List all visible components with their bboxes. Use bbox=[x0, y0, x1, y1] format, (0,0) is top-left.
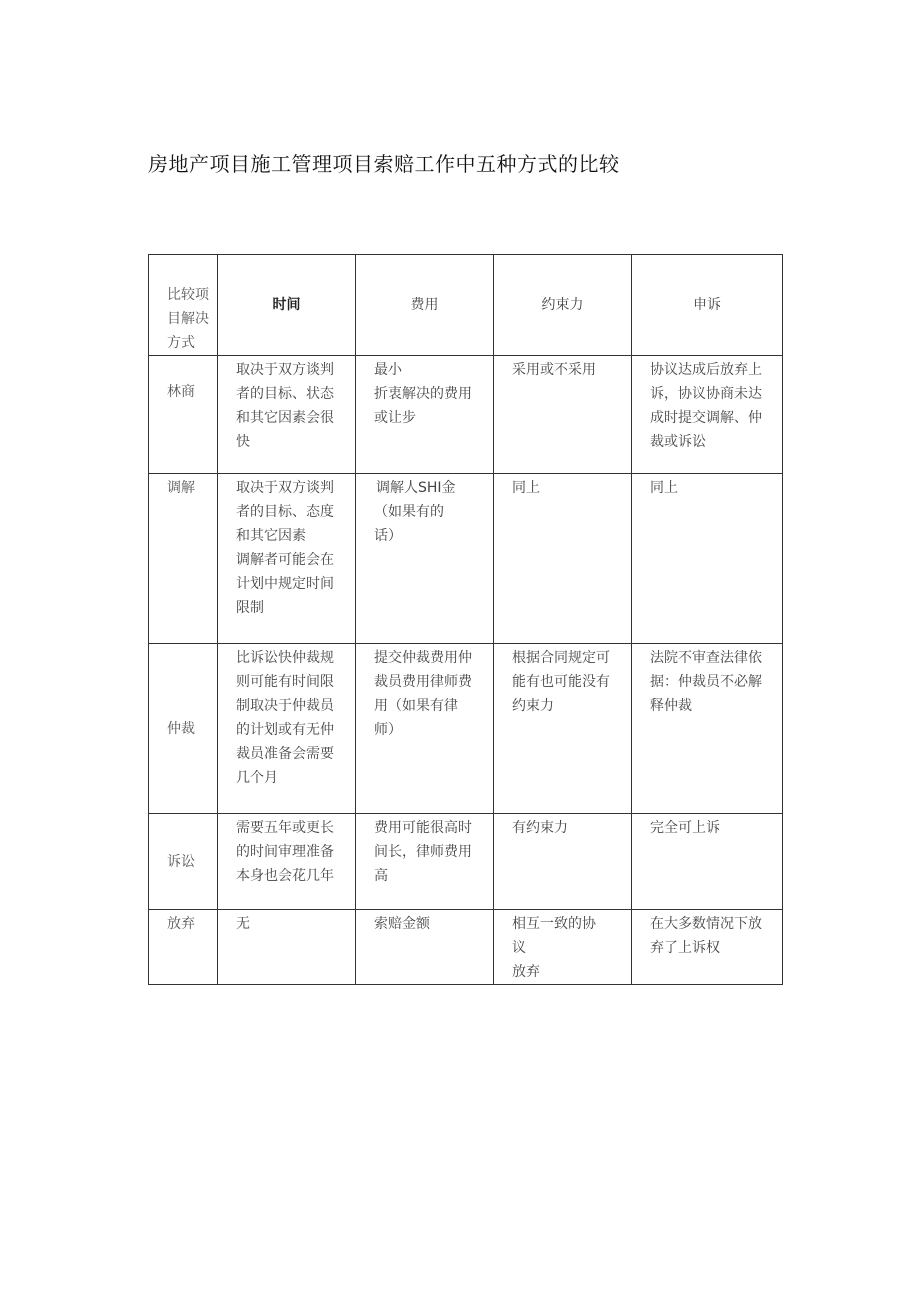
column-header-cost: 费用 bbox=[356, 255, 494, 356]
corner-header-line: 方式 bbox=[167, 335, 195, 351]
cell-line: （如果有的 bbox=[374, 504, 444, 520]
row-header-method: 放弃 bbox=[149, 910, 218, 985]
cell-line: 的计划或有无仲 bbox=[236, 722, 334, 738]
cell-line: 能有也可能没有 bbox=[512, 674, 610, 690]
cell-line: 裁或诉讼 bbox=[650, 434, 706, 450]
table-row bbox=[149, 910, 783, 985]
cell-line: 相互一致的协 bbox=[512, 916, 596, 932]
cell-line: 者的目标、态度 bbox=[236, 504, 334, 520]
time-cell bbox=[218, 356, 356, 474]
corner-header-cell bbox=[149, 255, 218, 356]
cell-line: 释仲裁 bbox=[650, 698, 692, 714]
row-header-method: 调解 bbox=[149, 474, 218, 644]
cell-line: 计划中规定时间 bbox=[236, 576, 334, 592]
cell-line: 最小 bbox=[374, 362, 402, 378]
cell-line: 在大多数情况下放 bbox=[650, 916, 762, 932]
binding-cell bbox=[494, 814, 632, 910]
row-header-method: 诉讼 bbox=[149, 814, 218, 910]
time-cell bbox=[218, 910, 356, 985]
cell-line: 根据合同规定可 bbox=[512, 650, 610, 666]
cell-line: 约束力 bbox=[512, 698, 554, 714]
cell-line: 无 bbox=[236, 916, 250, 932]
column-header-appeal: 申诉 bbox=[632, 255, 783, 356]
cell-line: 快 bbox=[236, 434, 250, 450]
binding-cell bbox=[494, 474, 632, 644]
cell-line: 用（如果有律 bbox=[374, 698, 458, 714]
cell-line: 取决于双方谈判 bbox=[236, 362, 334, 378]
cell-line: 的时间审理准备 bbox=[236, 844, 334, 860]
cell-line: 索赔金额 bbox=[374, 916, 430, 932]
cell-line: 高 bbox=[374, 868, 388, 884]
cell-line: 采用或不采用 bbox=[512, 362, 596, 378]
cell-line: 完全可上诉 bbox=[650, 820, 720, 836]
cell-line: 法院不审查法律依 bbox=[650, 650, 762, 666]
cell-line: 放弃 bbox=[512, 964, 540, 980]
cell-line: 和其它因素会很 bbox=[236, 410, 334, 426]
cell-line: 议 bbox=[512, 940, 526, 956]
cell-line: 师） bbox=[374, 722, 402, 738]
table-row bbox=[149, 814, 783, 910]
corner-header-line: 比较项 bbox=[167, 287, 209, 303]
row-header-method: 仲裁 bbox=[149, 644, 218, 814]
cell-line: 者的目标、状态 bbox=[236, 386, 334, 402]
cell-line: 和其它因素 bbox=[236, 528, 306, 544]
cell-line: 调解者可能会在 bbox=[236, 552, 334, 568]
cell-line: 成时提交调解、仲 bbox=[650, 410, 762, 426]
table-header-row bbox=[149, 255, 783, 356]
cell-line: 限制 bbox=[236, 600, 264, 616]
cell-line: 则可能有时间限 bbox=[236, 674, 334, 690]
table-row bbox=[149, 474, 783, 644]
cell-line: 裁员费用律师费 bbox=[374, 674, 472, 690]
cell-line: 本身也会花几年 bbox=[236, 868, 334, 884]
appeal-cell bbox=[632, 910, 783, 985]
cost-cell bbox=[356, 474, 494, 644]
cell-line: 费用可能很高时 bbox=[374, 820, 472, 836]
appeal-cell bbox=[632, 474, 783, 644]
cell-line: 提交仲裁费用仲 bbox=[374, 650, 472, 666]
comparison-table bbox=[148, 254, 783, 985]
cost-cell bbox=[356, 356, 494, 474]
cell-line: 需要五年或更长 bbox=[236, 820, 334, 836]
cell-line: 同上 bbox=[512, 480, 540, 496]
appeal-cell bbox=[632, 356, 783, 474]
cell-line: 话） bbox=[374, 528, 402, 544]
cell-line: 比诉讼快仲裁规 bbox=[236, 650, 334, 666]
cost-cell bbox=[356, 910, 494, 985]
binding-cell bbox=[494, 910, 632, 985]
appeal-cell bbox=[632, 644, 783, 814]
binding-cell bbox=[494, 356, 632, 474]
cell-line: 据：仲裁员不必解 bbox=[650, 674, 762, 690]
cell-line: 间长，律师费用 bbox=[374, 844, 472, 860]
table-row bbox=[149, 356, 783, 474]
column-header-binding: 约束力 bbox=[494, 255, 632, 356]
cell-line: 协议达成后放弃上 bbox=[650, 362, 762, 378]
row-header-method: 林商 bbox=[149, 356, 218, 474]
time-cell bbox=[218, 644, 356, 814]
cell-line: 弃了上诉权 bbox=[650, 940, 720, 956]
cost-cell bbox=[356, 814, 494, 910]
cell-line: 折衷解决的费用 bbox=[374, 386, 472, 402]
cell-line: 裁员准备会需要 bbox=[236, 746, 334, 762]
appeal-cell bbox=[632, 814, 783, 910]
corner-header-line: 目解决 bbox=[167, 311, 209, 327]
cell-line: 诉，协议协商未达 bbox=[650, 386, 762, 402]
time-cell bbox=[218, 474, 356, 644]
binding-cell bbox=[494, 644, 632, 814]
time-cell bbox=[218, 814, 356, 910]
cell-line: 取决于双方谈判 bbox=[236, 480, 334, 496]
cell-line: 几个月 bbox=[236, 770, 278, 786]
cost-cell bbox=[356, 644, 494, 814]
table-row bbox=[149, 644, 783, 814]
cell-line: 同上 bbox=[650, 480, 678, 496]
cell-line: 制取决于仲裁员 bbox=[236, 698, 334, 714]
column-header-time: 时间 bbox=[218, 255, 356, 356]
page-title: 房地产项目施工管理项目索赔工作中五种方式的比较 bbox=[148, 152, 620, 176]
cell-line: 或让步 bbox=[374, 410, 416, 426]
cell-line: 调解人SHI金 bbox=[376, 480, 456, 496]
cell-line: 有约束力 bbox=[512, 820, 568, 836]
